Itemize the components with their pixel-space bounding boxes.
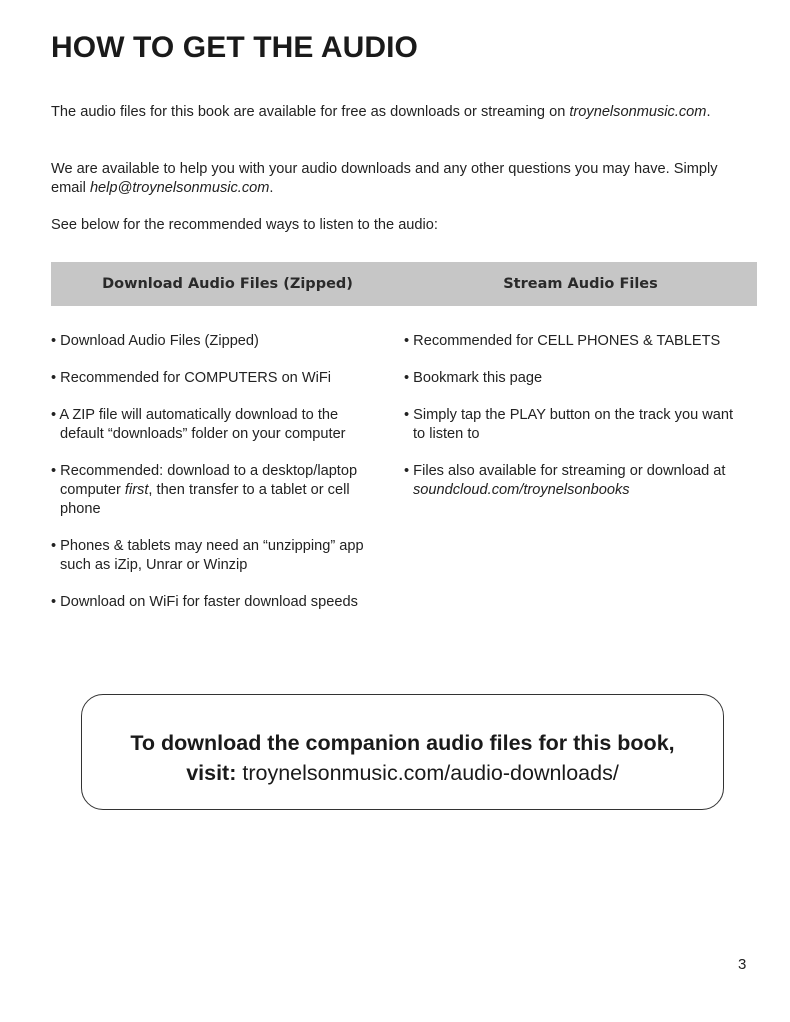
intro-paragraph-availability: The audio files for this book are available for free as downloads or streaming on troynelsonmusic.com. <box>51 104 711 120</box>
list-item: • Files also available for streaming or download at soundcloud.com/troynelsonbooks <box>404 463 726 498</box>
list-item: • Simply tap the PLAY button on the track you want to listen to <box>404 407 734 442</box>
download-column-header: Download Audio Files (Zipped) <box>102 276 353 292</box>
stream-list <box>404 332 756 518</box>
intro-paragraph-help: We are available to help you with your audio downloads and any other questions you may have. Simply email help@troynelsonmusic.com. <box>51 161 718 196</box>
help-email-link[interactable]: help@troynelsonmusic.com <box>89 180 270 196</box>
website-link[interactable]: troynelsonmusic.com <box>569 104 707 120</box>
list-item: • Bookmark this page <box>404 370 543 386</box>
callout-heading: To download the companion audio files for this book, <box>130 731 675 755</box>
list-item: • A ZIP file will automatically download to the default “downloads” folder on your computer <box>51 407 346 442</box>
list-item: • Recommended for CELL PHONES & TABLETS <box>404 333 721 349</box>
soundcloud-link[interactable]: soundcloud.com/troynelsonbooks <box>413 482 630 498</box>
list-item: • Phones & tablets may need an “unzipping” app such as iZip, Unrar or Winzip <box>51 538 364 573</box>
callout-visit-line <box>82 759 723 787</box>
list-item: • Download Audio Files (Zipped) <box>51 333 259 349</box>
column-header-band <box>51 262 757 306</box>
list-item: • Recommended: download to a desktop/laptop computer first, then transfer to a tablet or cell phone <box>51 463 358 517</box>
list-item: • Recommended for COMPUTERS on WiFi <box>51 370 332 386</box>
download-callout-box <box>81 694 724 810</box>
audio-downloads-link[interactable]: troynelsonmusic.com/audio-downloads/ <box>242 761 619 785</box>
help-text: We are available to help you with your audio downloads and any other questions you may have. Simply email <box>51 161 718 196</box>
page-number: 3 <box>738 956 747 973</box>
stream-column-header: Stream Audio Files <box>503 276 658 292</box>
page-title: HOW TO GET THE AUDIO <box>51 31 418 64</box>
intro-text: The audio files for this book are available for free as downloads or streaming on <box>51 104 570 120</box>
download-list <box>51 332 391 630</box>
intro-paragraph-recommended: See below for the recommended ways to listen to the audio: <box>51 217 438 233</box>
list-item: • Download on WiFi for faster download speeds <box>51 594 358 610</box>
visit-label: visit: <box>186 761 237 785</box>
